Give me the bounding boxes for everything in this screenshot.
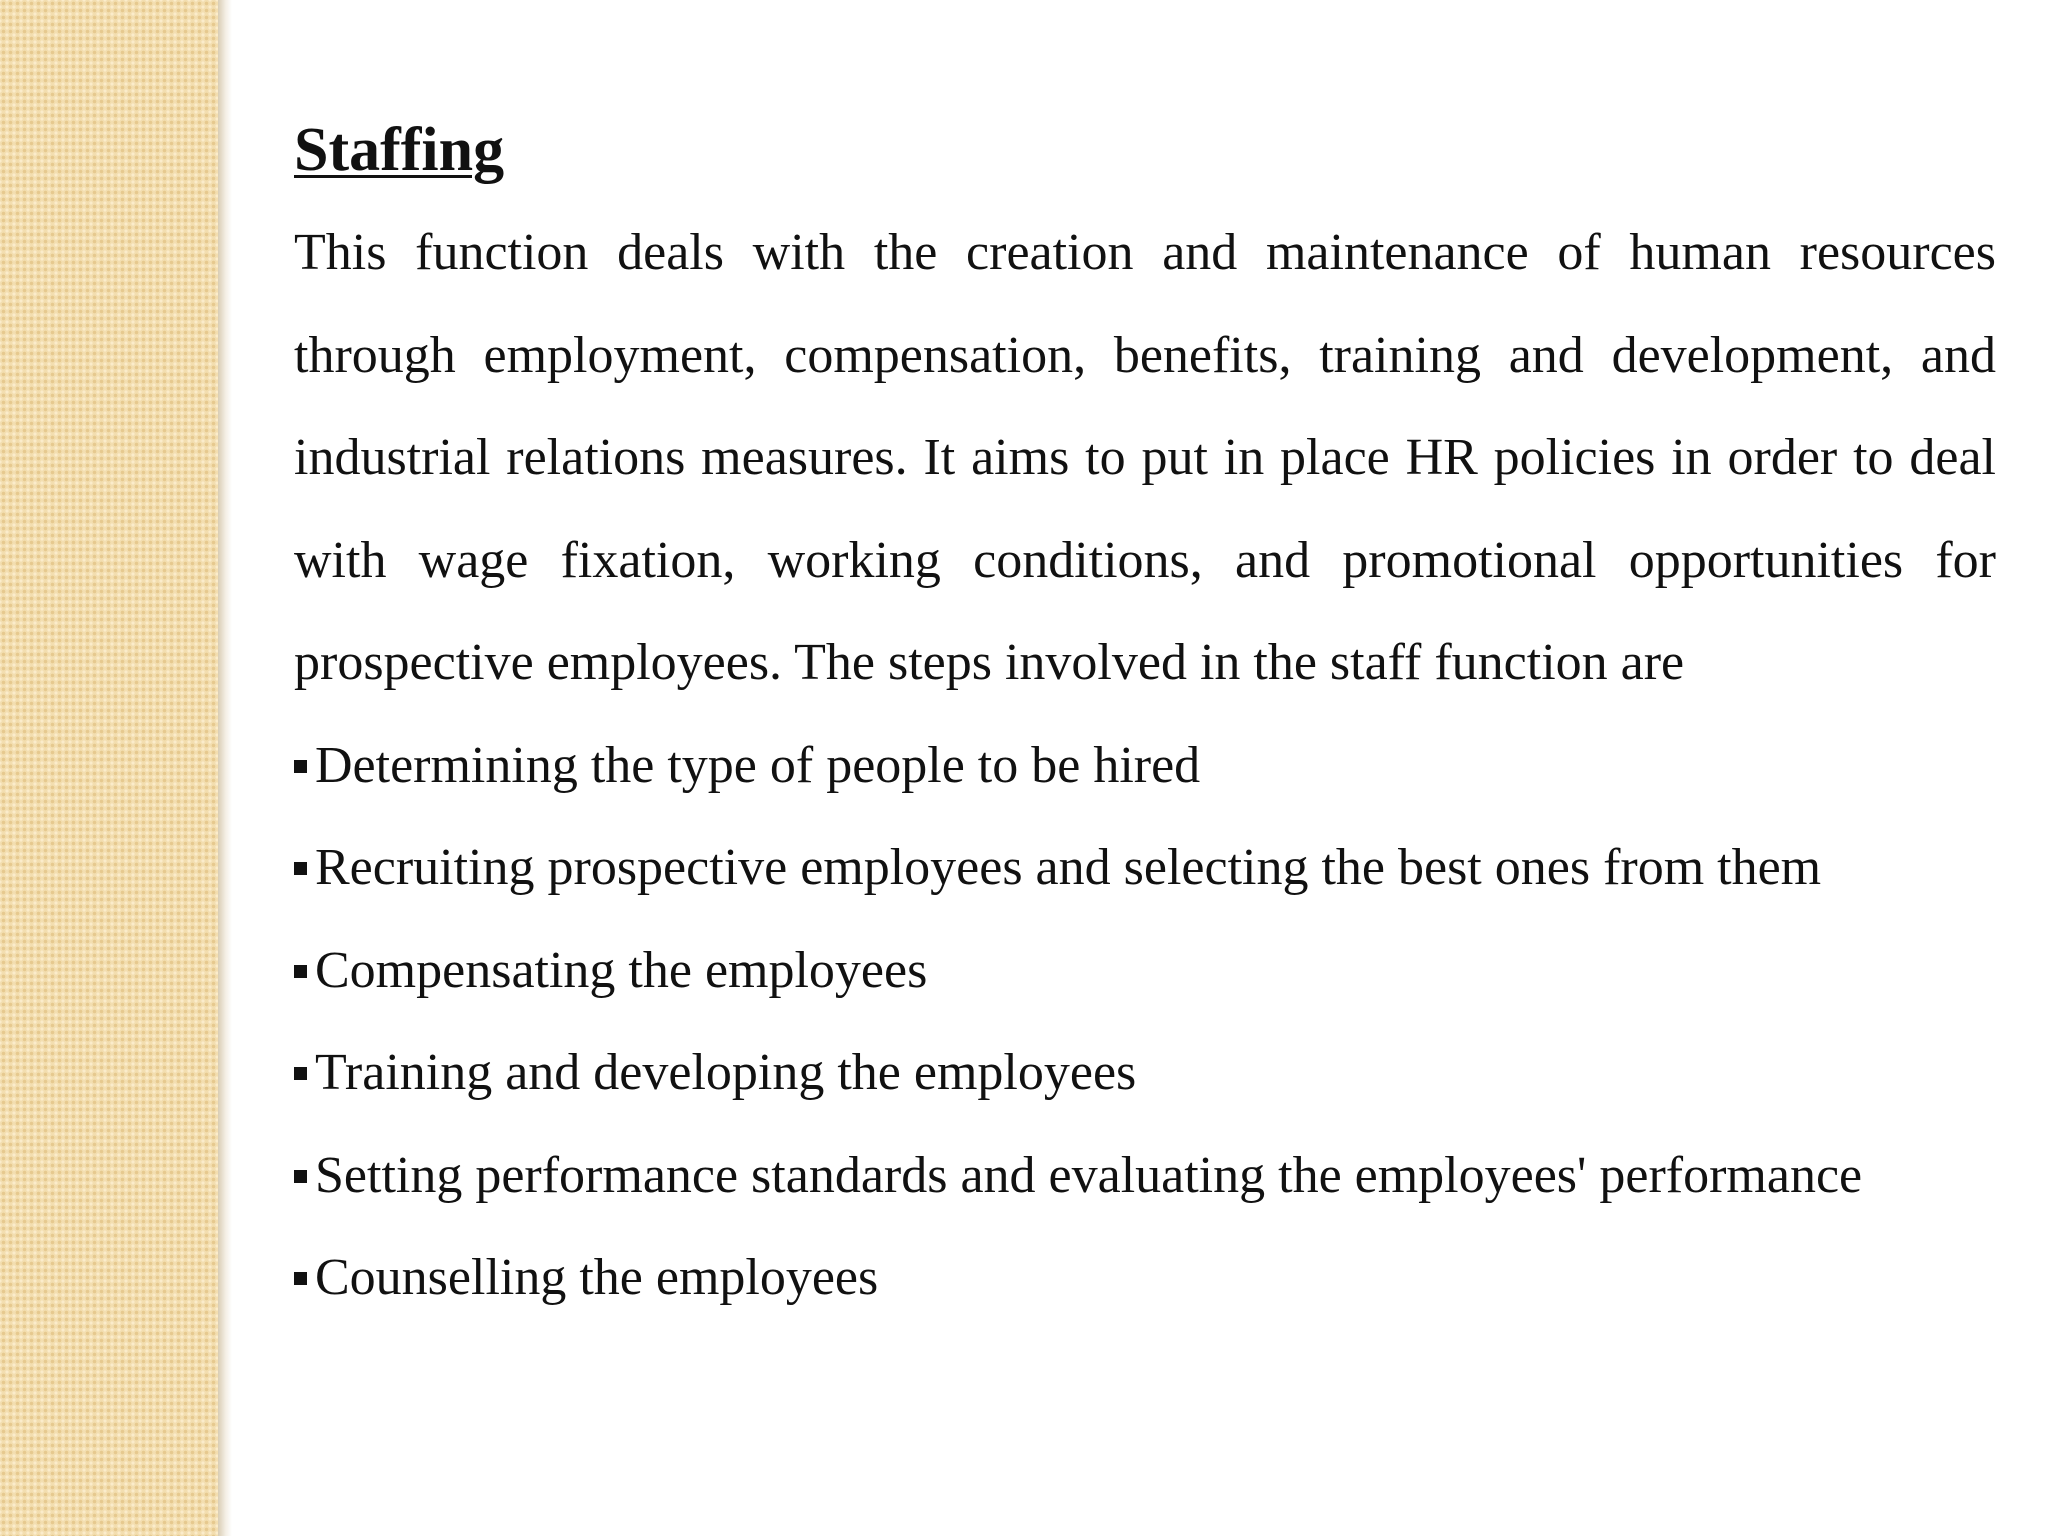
body-paragraph: This function deals with the creation and maintenance of human resources through employment, compensation, benefits, training and development, and industrial relations measures. It aims to put in place HR policies in order to deal with wage fixation, working conditions, and promotional opportunities for prospective employees. The steps involved in the staff function are bbox=[294, 224, 1996, 691]
slide-content bbox=[294, 108, 1996, 1330]
square-bullet-icon bbox=[294, 1067, 307, 1080]
list-item bbox=[294, 817, 1996, 920]
list-item bbox=[294, 1125, 1996, 1228]
square-bullet-icon bbox=[294, 862, 307, 875]
list-item bbox=[294, 920, 1996, 1023]
square-bullet-icon bbox=[294, 965, 307, 978]
list-item-text: Training and developing the employees bbox=[315, 1044, 1137, 1101]
list-item-text: Determining the type of people to be hired bbox=[315, 736, 1201, 794]
steps-list bbox=[294, 715, 1996, 1330]
slide-title: Staffing bbox=[294, 116, 505, 184]
list-item-text: Counselling the employees bbox=[315, 1249, 879, 1306]
square-bullet-icon bbox=[294, 1272, 307, 1285]
list-item-text: Compensating the employees bbox=[315, 941, 928, 999]
square-bullet-icon bbox=[294, 760, 307, 773]
list-item bbox=[294, 715, 1996, 818]
list-item-text: Setting performance standards and evaluating the employees' performance bbox=[315, 1146, 1863, 1204]
side-strip-shadow bbox=[218, 0, 232, 1536]
list-item bbox=[294, 1022, 1996, 1125]
list-item-text: Recruiting prospective employees and selecting the best ones from them bbox=[315, 839, 1822, 896]
list-item bbox=[294, 1227, 1996, 1330]
square-bullet-icon bbox=[294, 1170, 307, 1183]
decorative-side-strip bbox=[0, 0, 218, 1536]
